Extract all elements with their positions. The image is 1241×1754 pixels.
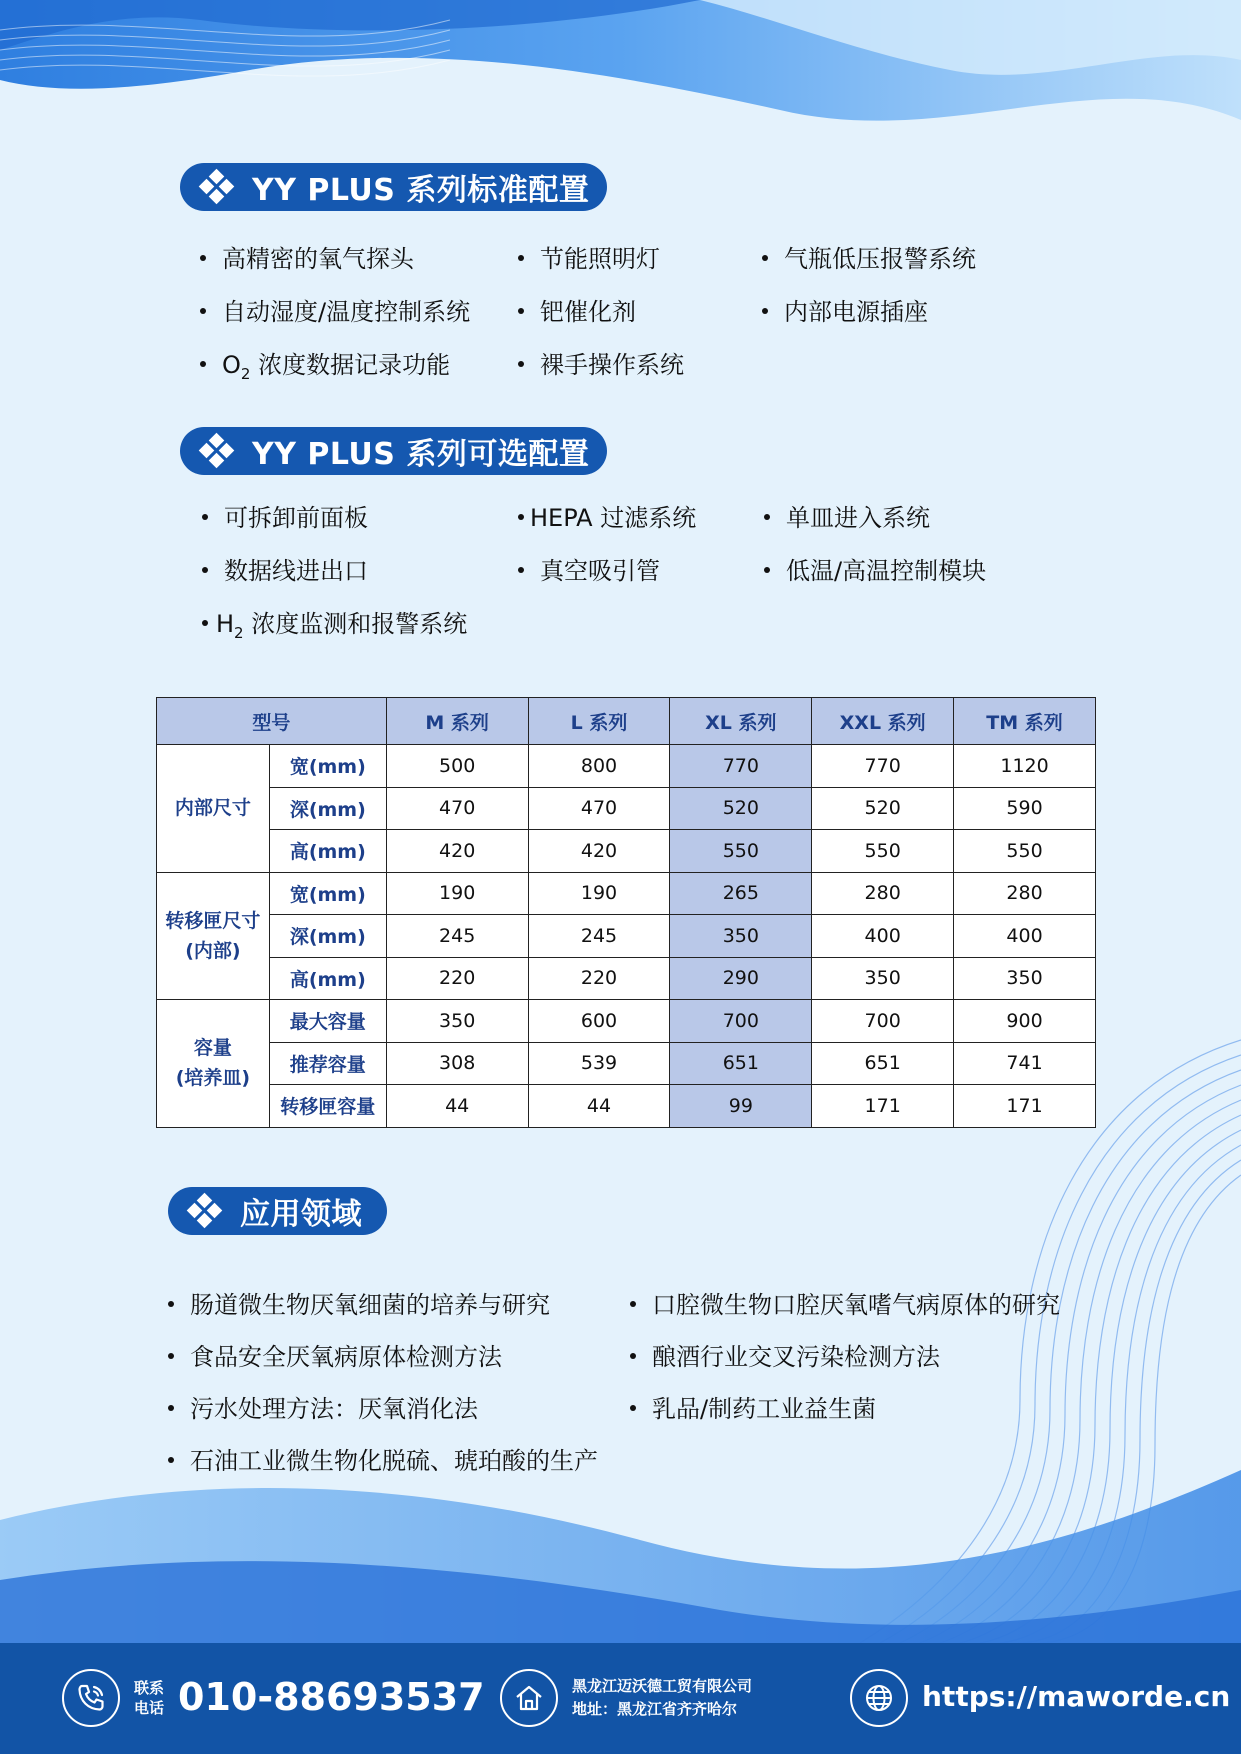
table-cell: 190: [386, 872, 528, 915]
list-item: $H_2$ 浓度监测和报警系统: [202, 609, 467, 648]
footer: [0, 1643, 1241, 1754]
table-cell: 350: [670, 915, 812, 958]
table-cell: 290: [670, 957, 812, 1000]
home-icon: [500, 1669, 558, 1727]
spec-table: [156, 697, 1096, 1128]
group-label: 转移匣尺寸 (内部): [157, 872, 270, 1000]
group-label: 内部尺寸: [157, 745, 270, 873]
list-item: $O_2$ 浓度数据记录功能: [200, 350, 450, 389]
section-title-text: 应用领域: [240, 1197, 362, 1232]
table-cell: 220: [528, 957, 670, 1000]
table-row: [157, 1000, 1096, 1043]
list-item: 污水处理方法：厌氧消化法: [168, 1394, 478, 1424]
table-cell: 800: [528, 745, 670, 788]
table-cell: 280: [812, 872, 954, 915]
row-label: 转移匣容量: [269, 1085, 386, 1128]
table-cell: 900: [954, 1000, 1096, 1043]
row-label: 最大容量: [269, 1000, 386, 1043]
table-cell: 550: [812, 830, 954, 873]
list-item: 钯催化剂: [518, 297, 636, 327]
list-item: 口腔微生物口腔厌氧嗜气病原体的研究: [630, 1290, 1060, 1320]
list-item: 裸手操作系统: [518, 350, 684, 380]
table-cell: 400: [812, 915, 954, 958]
table-cell: 350: [386, 1000, 528, 1043]
table-cell: 770: [812, 745, 954, 788]
table-cell: 470: [386, 787, 528, 830]
table-header-cell: 型号: [157, 698, 387, 745]
table-row: [157, 872, 1096, 915]
website-link[interactable]: https://maworde.cn: [922, 1680, 1231, 1713]
table-row: [157, 1085, 1096, 1128]
list-item: 内部电源插座: [762, 297, 928, 327]
row-label: 推荐容量: [269, 1042, 386, 1085]
section-title-text: YY PLUS 系列标准配置: [252, 173, 590, 208]
table-cell: 265: [670, 872, 812, 915]
section-title-application: [168, 1187, 387, 1235]
list-item: 自动湿度/温度控制系统: [200, 297, 470, 327]
company-name: 黑龙江迈沃德工贸有限公司: [572, 1677, 753, 1695]
section-title-standard: [180, 163, 607, 211]
company-address: 地址：黑龙江省齐齐哈尔: [572, 1700, 738, 1718]
table-cell: 420: [528, 830, 670, 873]
section-title-text: YY PLUS 系列可选配置: [252, 437, 590, 472]
list-item: 数据线进出口: [202, 556, 368, 586]
table-cell: 520: [670, 787, 812, 830]
table-cell: 470: [528, 787, 670, 830]
table-cell: 308: [386, 1042, 528, 1085]
table-row: [157, 830, 1096, 873]
table-cell: 44: [528, 1085, 670, 1128]
table-cell: 44: [386, 1085, 528, 1128]
table-cell: 280: [954, 872, 1096, 915]
table-cell: 550: [954, 830, 1096, 873]
table-cell: 350: [812, 957, 954, 1000]
row-label: 深(mm): [269, 915, 386, 958]
list-item: 节能照明灯: [518, 244, 660, 274]
list-item: 可拆卸前面板: [202, 503, 368, 533]
table-cell: 651: [670, 1042, 812, 1085]
table-cell: 520: [812, 787, 954, 830]
row-label: 高(mm): [269, 830, 386, 873]
table-header-cell: XL 系列: [670, 698, 812, 745]
table-row: [157, 957, 1096, 1000]
list-item: 食品安全厌氧病原体检测方法: [168, 1342, 502, 1372]
row-label: 深(mm): [269, 787, 386, 830]
table-cell: 350: [954, 957, 1096, 1000]
list-item: 低温/高温控制模块: [764, 556, 986, 586]
table-cell: 600: [528, 1000, 670, 1043]
list-item: 真空吸引管: [518, 556, 660, 586]
list-item: 乳品/制药工业益生菌: [630, 1394, 876, 1424]
list-item: 气瓶低压报警系统: [762, 244, 976, 274]
table-header-cell: XXL 系列: [812, 698, 954, 745]
table-cell: 700: [812, 1000, 954, 1043]
section-title-optional: [180, 427, 607, 475]
list-item: 单皿进入系统: [764, 503, 930, 533]
table-row: [157, 745, 1096, 788]
list-item: HEPA 过滤系统: [518, 503, 696, 533]
table-cell: 700: [670, 1000, 812, 1043]
table-cell: 770: [670, 745, 812, 788]
row-label: 宽(mm): [269, 872, 386, 915]
list-item: 酿酒行业交叉污染检测方法: [630, 1342, 940, 1372]
table-cell: 590: [954, 787, 1096, 830]
table-header-row: [157, 698, 1096, 745]
table-row: [157, 787, 1096, 830]
table-cell: 99: [670, 1085, 812, 1128]
table-cell: 550: [670, 830, 812, 873]
list-item: 高精密的氧气探头: [200, 244, 414, 274]
table-cell: 400: [954, 915, 1096, 958]
table-cell: 171: [954, 1085, 1096, 1128]
table-row: [157, 1042, 1096, 1085]
table-cell: 245: [386, 915, 528, 958]
table-row: [157, 915, 1096, 958]
diamond-icon: [200, 170, 234, 204]
globe-icon: [850, 1669, 908, 1727]
row-label: 宽(mm): [269, 745, 386, 788]
table-header-cell: TM 系列: [954, 698, 1096, 745]
table-cell: 220: [386, 957, 528, 1000]
table-header-cell: L 系列: [528, 698, 670, 745]
table-cell: 420: [386, 830, 528, 873]
table-cell: 651: [812, 1042, 954, 1085]
phone-label: 联系 电话: [134, 1679, 165, 1717]
phone-icon: [62, 1669, 120, 1727]
table-cell: 190: [528, 872, 670, 915]
diamond-icon: [188, 1194, 222, 1228]
row-label: 高(mm): [269, 957, 386, 1000]
table-cell: 539: [528, 1042, 670, 1085]
list-item: 石油工业微生物化脱硫、琥珀酸的生产: [168, 1446, 598, 1476]
diamond-icon: [200, 434, 234, 468]
phone-number: 010-88693537: [178, 1675, 485, 1719]
table-cell: 245: [528, 915, 670, 958]
table-cell: 500: [386, 745, 528, 788]
group-label: 容量 (培养皿): [157, 1000, 270, 1128]
list-item: 肠道微生物厌氧细菌的培养与研究: [168, 1290, 550, 1320]
table-cell: 741: [954, 1042, 1096, 1085]
table-header-cell: M 系列: [386, 698, 528, 745]
table-cell: 171: [812, 1085, 954, 1128]
table-cell: 1120: [954, 745, 1096, 788]
